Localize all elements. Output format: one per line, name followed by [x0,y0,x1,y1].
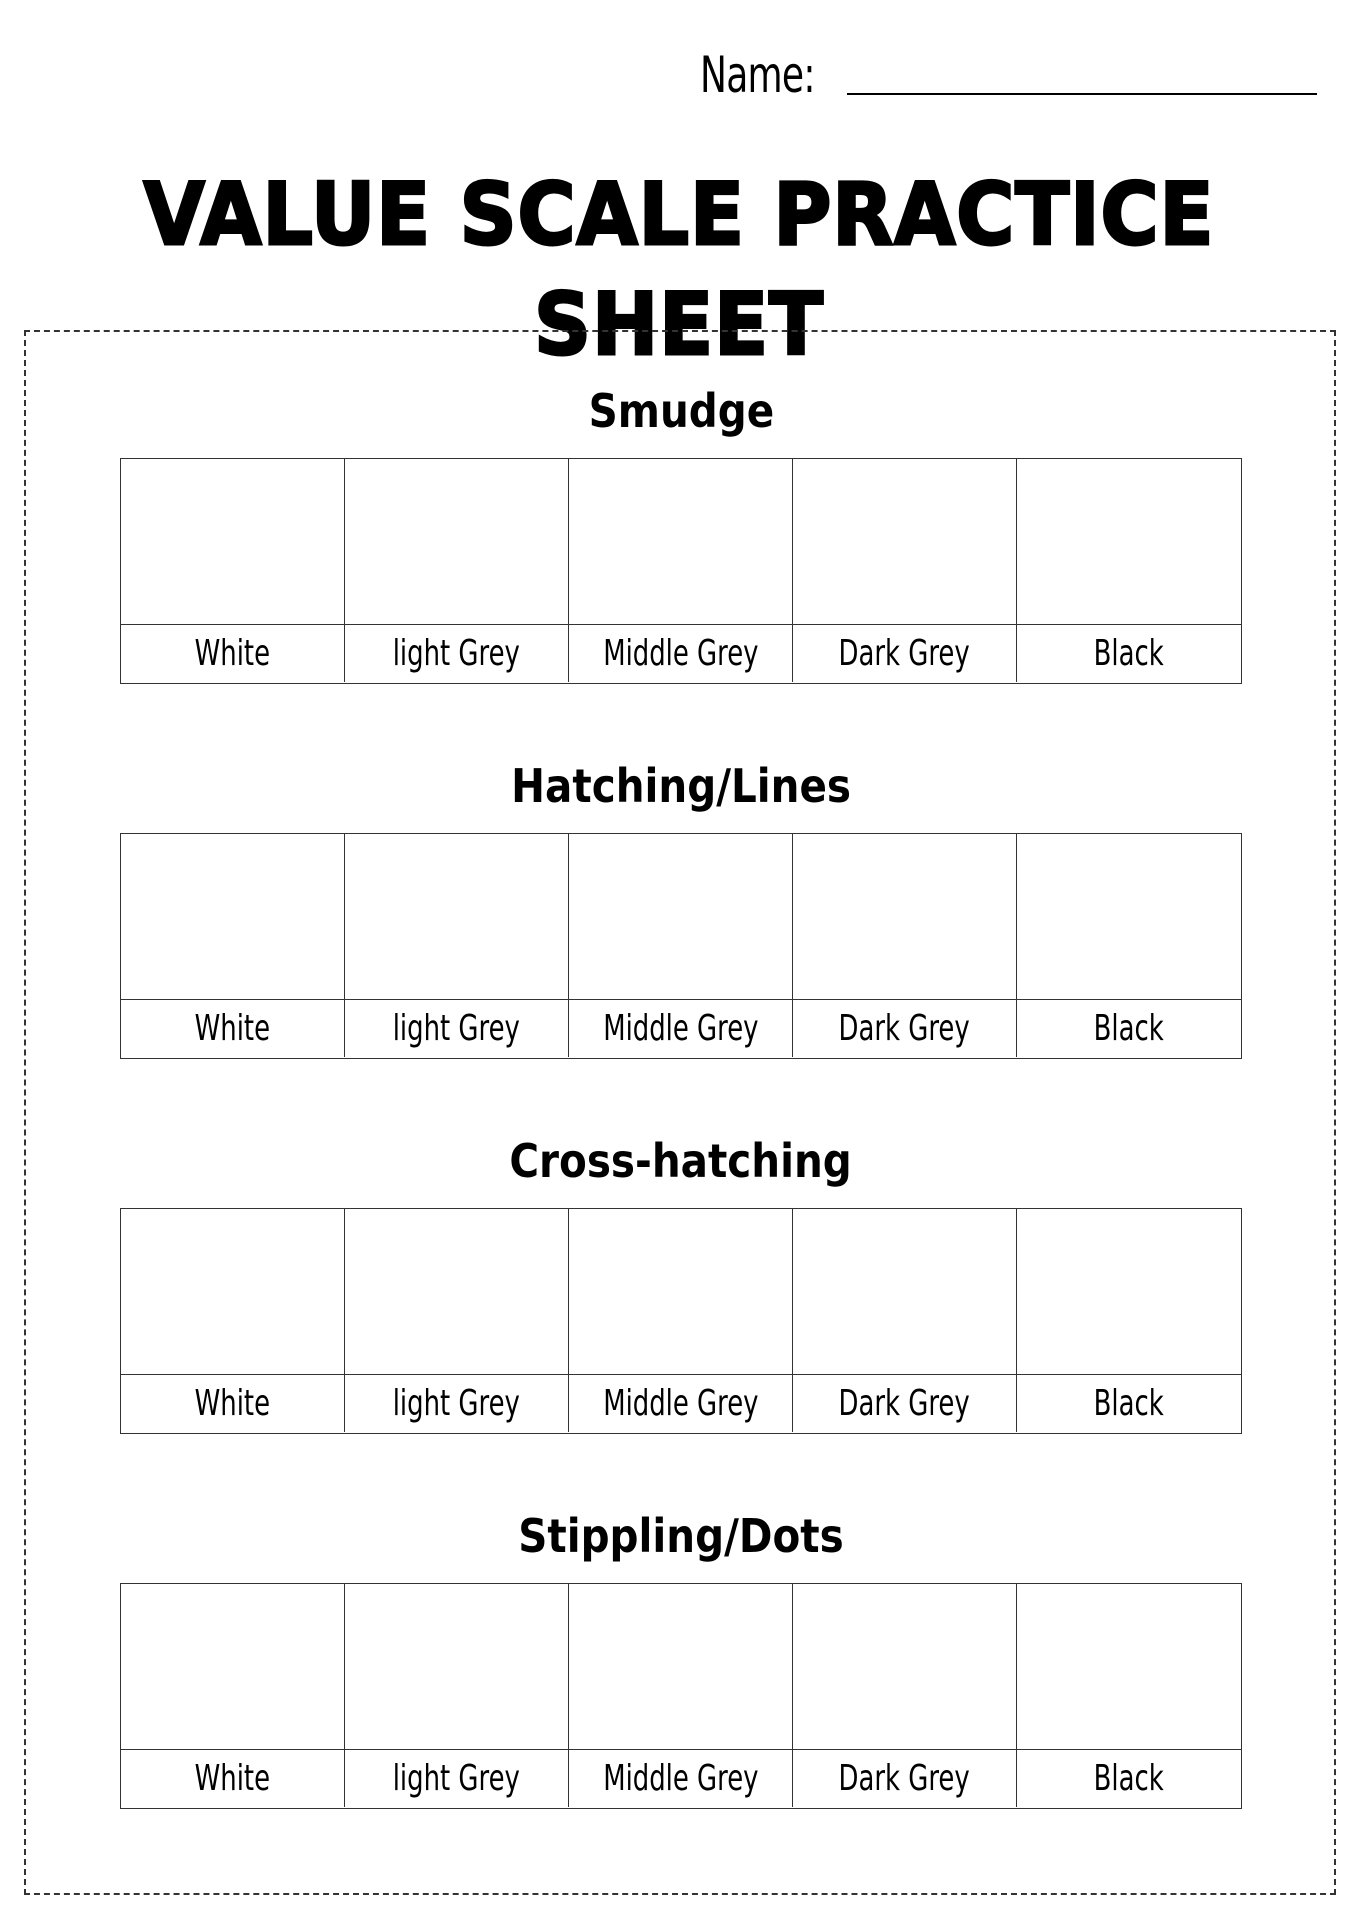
section-heading-text: Cross-hatching [509,1134,853,1188]
drawing-box-black[interactable] [1017,1584,1241,1750]
value-label: Black [1093,1758,1165,1799]
value-label: Middle Grey [569,1375,793,1432]
drawing-box-middle-grey[interactable] [569,1584,793,1750]
drawing-box-dark-grey[interactable] [793,1209,1017,1375]
value-label: Middle Grey [569,1000,793,1057]
drawing-box-dark-grey[interactable] [793,459,1017,625]
drawing-box-dark-grey[interactable] [793,834,1017,1000]
page-title-text: VALUE SCALE PRACTICE SHEET [143,165,1215,375]
value-scale-grid [120,833,1242,1059]
drawing-box-black[interactable] [1017,459,1241,625]
value-label: light Grey [345,1375,569,1432]
value-scale-grid [120,1208,1242,1434]
value-label: White [121,1750,345,1807]
drawing-box-black[interactable] [1017,1209,1241,1375]
value-label: White [121,1375,345,1432]
value-label: light Grey [345,625,569,682]
drawing-box-black[interactable] [1017,834,1241,1000]
value-label: Dark Grey [793,625,1017,682]
drawing-box-white[interactable] [121,834,345,1000]
section-heading-text: Smudge [588,384,774,438]
drawing-box-middle-grey[interactable] [569,834,793,1000]
drawing-box-middle-grey[interactable] [569,459,793,625]
drawing-box-dark-grey[interactable] [793,1584,1017,1750]
value-label: White [121,625,345,682]
drawing-box-white[interactable] [121,1584,345,1750]
value-label: Middle Grey [569,1750,793,1807]
section-heading [120,753,1242,819]
drawing-box-middle-grey[interactable] [569,1209,793,1375]
value-label: White [121,1000,345,1057]
name-input-line[interactable] [847,93,1317,95]
value-label: Dark Grey [793,1375,1017,1432]
value-label: light Grey [345,1000,569,1057]
value-scale-grid [120,458,1242,684]
value-label: Black [1093,1008,1165,1049]
value-label: light Grey [345,1750,569,1807]
section-heading [120,378,1242,444]
value-scale-grid [120,1583,1242,1809]
drawing-box-light-grey[interactable] [345,834,569,1000]
value-label: Dark Grey [793,1000,1017,1057]
section-heading-text: Hatching/Lines [511,759,851,813]
drawing-box-light-grey[interactable] [345,1584,569,1750]
section-heading [120,1503,1242,1569]
value-label: Middle Grey [569,625,793,682]
drawing-box-light-grey[interactable] [345,1209,569,1375]
drawing-box-light-grey[interactable] [345,459,569,625]
section-heading-text: Stippling/Dots [518,1509,844,1563]
value-label: Black [1093,633,1165,674]
name-row [700,40,1320,110]
value-label: Dark Grey [793,1750,1017,1807]
name-label: Name: [700,46,815,104]
drawing-box-white[interactable] [121,459,345,625]
section-heading [120,1128,1242,1194]
drawing-box-white[interactable] [121,1209,345,1375]
value-label: Black [1093,1383,1165,1424]
